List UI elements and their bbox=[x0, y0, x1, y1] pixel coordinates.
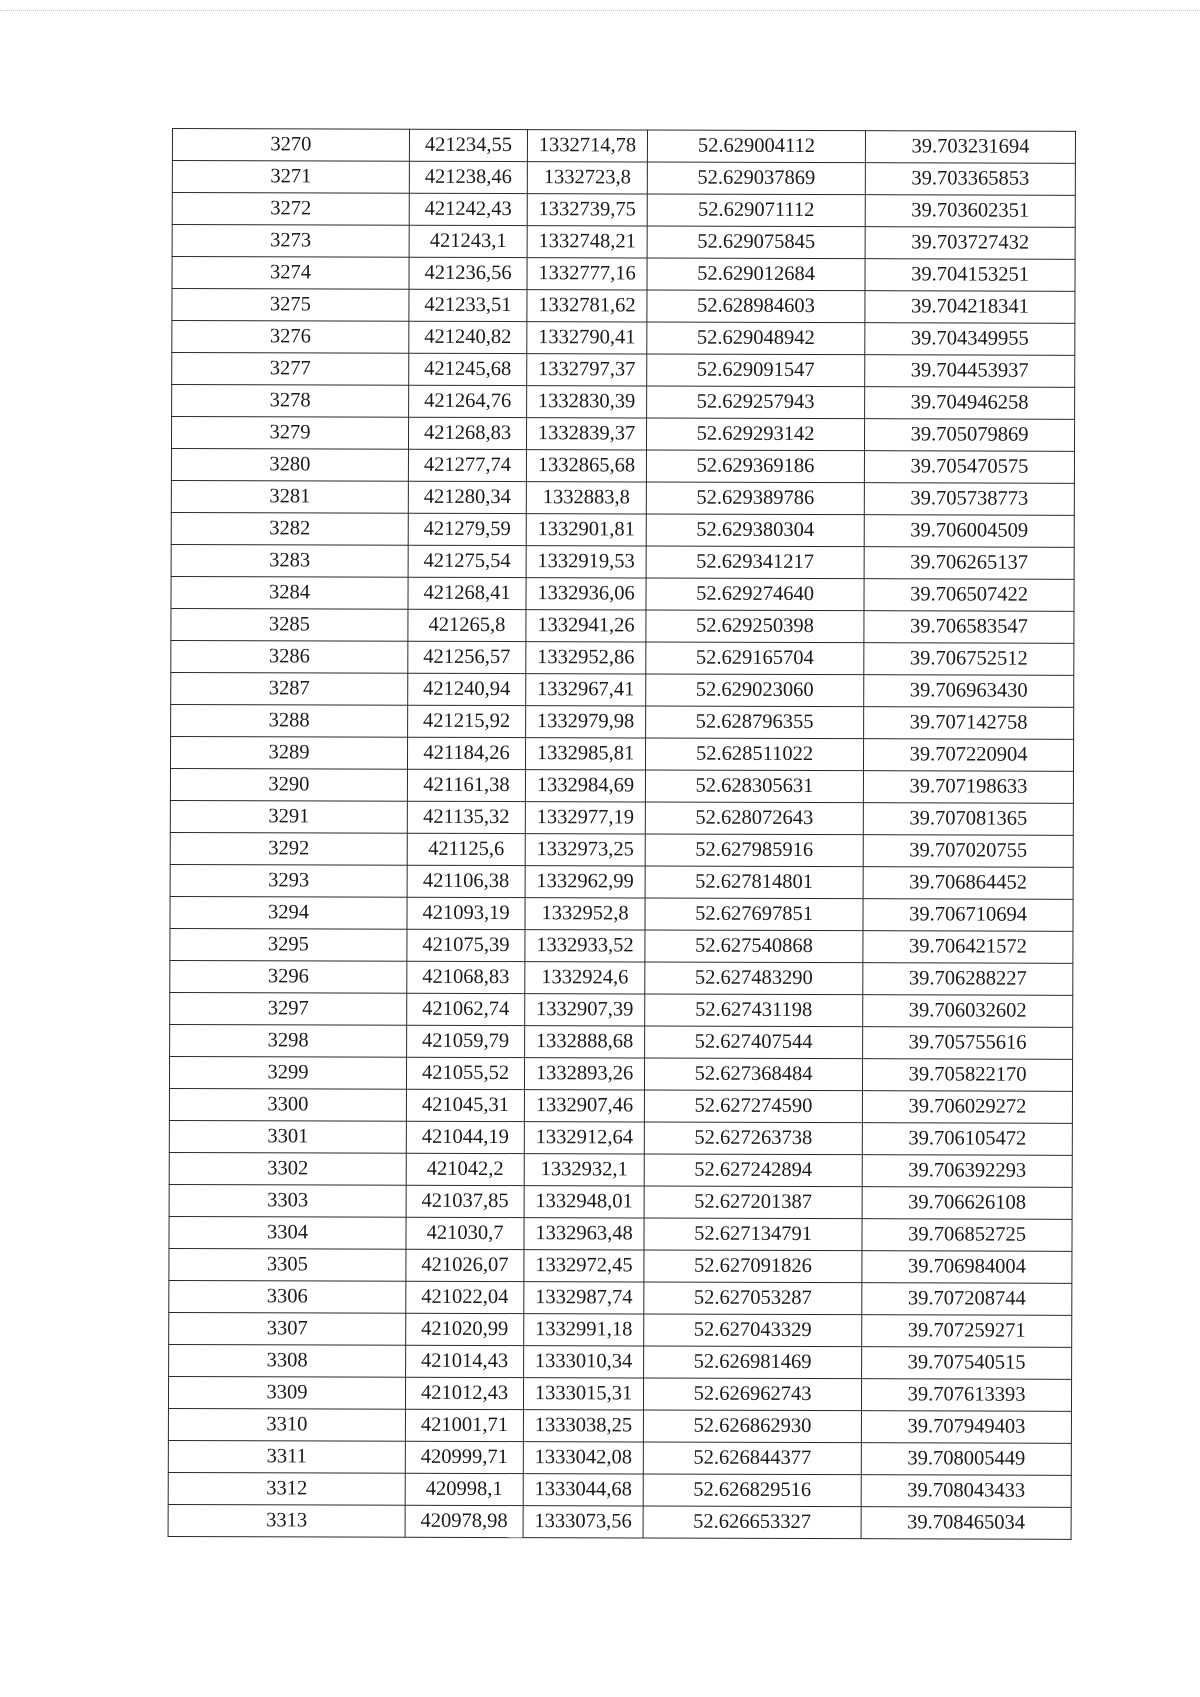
x-coordinate-cell: 421240,82 bbox=[409, 321, 527, 353]
x-coordinate-cell: 421020,99 bbox=[406, 1313, 524, 1345]
latitude-cell: 52.629091547 bbox=[647, 354, 865, 387]
y-coordinate-cell: 1332924,6 bbox=[525, 962, 645, 994]
point-number-cell: 3285 bbox=[171, 608, 408, 641]
point-number-cell: 3287 bbox=[171, 672, 408, 705]
y-coordinate-cell: 1333042,08 bbox=[523, 1442, 643, 1474]
x-coordinate-cell: 421037,85 bbox=[406, 1185, 524, 1217]
x-coordinate-cell: 421062,74 bbox=[407, 993, 525, 1025]
x-coordinate-cell: 421268,83 bbox=[408, 417, 526, 449]
point-number-cell: 3283 bbox=[171, 544, 408, 577]
x-coordinate-cell: 420978,98 bbox=[405, 1505, 523, 1537]
table-row bbox=[168, 1504, 1071, 1539]
longitude-cell: 39.706583547 bbox=[864, 611, 1074, 644]
y-coordinate-cell: 1332962,99 bbox=[525, 866, 645, 898]
longitude-cell: 39.706752512 bbox=[864, 643, 1074, 676]
latitude-cell: 52.628072643 bbox=[645, 802, 863, 835]
table-row bbox=[171, 672, 1074, 707]
y-coordinate-cell: 1332973,25 bbox=[525, 834, 645, 866]
table-row bbox=[169, 1344, 1072, 1379]
point-number-cell: 3270 bbox=[172, 129, 409, 162]
x-coordinate-cell: 421279,59 bbox=[408, 513, 526, 545]
table-row bbox=[170, 768, 1073, 803]
y-coordinate-cell: 1332907,46 bbox=[524, 1090, 644, 1122]
x-coordinate-cell: 421042,2 bbox=[406, 1153, 524, 1185]
point-number-cell: 3276 bbox=[172, 321, 409, 354]
x-coordinate-cell: 421236,56 bbox=[409, 257, 527, 289]
table-row bbox=[170, 832, 1073, 867]
y-coordinate-cell: 1332830,39 bbox=[527, 386, 647, 418]
table-row bbox=[169, 1280, 1072, 1315]
y-coordinate-cell: 1332963,48 bbox=[524, 1218, 644, 1250]
longitude-cell: 39.705755616 bbox=[863, 1027, 1073, 1060]
table-row bbox=[172, 193, 1075, 228]
longitude-cell: 39.706710694 bbox=[863, 899, 1073, 932]
point-number-cell: 3290 bbox=[170, 768, 407, 801]
point-number-cell: 3299 bbox=[169, 1056, 406, 1089]
y-coordinate-cell: 1332893,26 bbox=[524, 1058, 644, 1090]
y-coordinate-cell: 1332933,52 bbox=[525, 930, 645, 962]
point-number-cell: 3275 bbox=[172, 289, 409, 322]
y-coordinate-cell: 1333073,56 bbox=[523, 1506, 643, 1538]
latitude-cell: 52.629257943 bbox=[647, 386, 865, 419]
latitude-cell: 52.628511022 bbox=[645, 738, 863, 771]
point-number-cell: 3277 bbox=[172, 353, 409, 386]
y-coordinate-cell: 1332984,69 bbox=[525, 770, 645, 802]
x-coordinate-cell: 421277,74 bbox=[408, 449, 526, 481]
table-row bbox=[171, 640, 1074, 675]
x-coordinate-cell: 420999,71 bbox=[405, 1441, 523, 1473]
y-coordinate-cell: 1332952,86 bbox=[526, 642, 646, 674]
table-row bbox=[169, 1088, 1072, 1123]
table-row bbox=[171, 512, 1074, 547]
y-coordinate-cell: 1332936,06 bbox=[526, 578, 646, 610]
y-coordinate-cell: 1333044,68 bbox=[523, 1474, 643, 1506]
x-coordinate-cell: 421234,55 bbox=[409, 129, 527, 161]
latitude-cell: 52.629369186 bbox=[646, 450, 864, 483]
point-number-cell: 3280 bbox=[171, 449, 408, 482]
latitude-cell: 52.629004112 bbox=[647, 130, 865, 163]
x-coordinate-cell: 421044,19 bbox=[406, 1121, 524, 1153]
latitude-cell: 52.629341217 bbox=[646, 546, 864, 579]
x-coordinate-cell: 421275,54 bbox=[408, 545, 526, 577]
point-number-cell: 3288 bbox=[171, 704, 408, 737]
latitude-cell: 52.627201387 bbox=[644, 1186, 862, 1219]
longitude-cell: 39.706852725 bbox=[862, 1219, 1072, 1252]
longitude-cell: 39.708043433 bbox=[861, 1475, 1071, 1508]
y-coordinate-cell: 1332987,74 bbox=[524, 1282, 644, 1314]
y-coordinate-cell: 1332991,18 bbox=[524, 1314, 644, 1346]
table-row bbox=[168, 1472, 1071, 1507]
x-coordinate-cell: 421243,1 bbox=[409, 225, 527, 257]
y-coordinate-cell: 1332979,98 bbox=[526, 706, 646, 738]
table-row bbox=[171, 480, 1074, 515]
x-coordinate-cell: 421125,6 bbox=[407, 833, 525, 865]
latitude-cell: 52.629048942 bbox=[647, 322, 865, 355]
y-coordinate-cell: 1332781,62 bbox=[527, 290, 647, 322]
y-coordinate-cell: 1332972,45 bbox=[524, 1250, 644, 1282]
point-number-cell: 3298 bbox=[170, 1024, 407, 1057]
latitude-cell: 52.627043329 bbox=[644, 1314, 862, 1347]
x-coordinate-cell: 421238,46 bbox=[409, 161, 527, 193]
point-number-cell: 3313 bbox=[168, 1504, 405, 1537]
point-number-cell: 3291 bbox=[170, 800, 407, 833]
longitude-cell: 39.706984004 bbox=[862, 1251, 1072, 1284]
x-coordinate-cell: 421161,38 bbox=[407, 769, 525, 801]
longitude-cell: 39.705822170 bbox=[862, 1059, 1072, 1092]
y-coordinate-cell: 1333015,31 bbox=[523, 1378, 643, 1410]
latitude-cell: 52.627242894 bbox=[644, 1154, 862, 1187]
x-coordinate-cell: 421240,94 bbox=[408, 673, 526, 705]
table-row bbox=[172, 161, 1075, 196]
y-coordinate-cell: 1332888,68 bbox=[525, 1026, 645, 1058]
point-number-cell: 3307 bbox=[169, 1312, 406, 1345]
table-row bbox=[170, 736, 1073, 771]
point-number-cell: 3300 bbox=[169, 1088, 406, 1121]
x-coordinate-cell: 421242,43 bbox=[409, 193, 527, 225]
y-coordinate-cell: 1333010,34 bbox=[524, 1346, 644, 1378]
x-coordinate-cell: 420998,1 bbox=[405, 1473, 523, 1505]
latitude-cell: 52.629274640 bbox=[646, 578, 864, 611]
table-row bbox=[172, 257, 1075, 292]
latitude-cell: 52.626829516 bbox=[643, 1474, 861, 1507]
x-coordinate-cell: 421106,38 bbox=[407, 865, 525, 897]
longitude-cell: 39.706864452 bbox=[863, 867, 1073, 900]
point-number-cell: 3274 bbox=[172, 257, 409, 290]
longitude-cell: 39.704946258 bbox=[865, 387, 1075, 420]
longitude-cell: 39.703365853 bbox=[865, 163, 1075, 196]
table-row bbox=[170, 1024, 1073, 1059]
longitude-cell: 39.703727432 bbox=[865, 227, 1075, 260]
table-row bbox=[171, 449, 1074, 484]
longitude-cell: 39.708465034 bbox=[861, 1507, 1071, 1540]
point-number-cell: 3310 bbox=[168, 1408, 405, 1441]
x-coordinate-cell: 421268,41 bbox=[408, 577, 526, 609]
latitude-cell: 52.626862930 bbox=[643, 1410, 861, 1443]
latitude-cell: 52.629023060 bbox=[646, 674, 864, 707]
point-number-cell: 3294 bbox=[170, 896, 407, 929]
y-coordinate-cell: 1332907,39 bbox=[525, 994, 645, 1026]
x-coordinate-cell: 421045,31 bbox=[406, 1089, 524, 1121]
table-row bbox=[171, 544, 1074, 579]
y-coordinate-cell: 1333038,25 bbox=[523, 1410, 643, 1442]
latitude-cell: 52.627263738 bbox=[644, 1122, 862, 1155]
table-row bbox=[170, 896, 1073, 931]
longitude-cell: 39.707198633 bbox=[863, 771, 1073, 804]
y-coordinate-cell: 1332985,81 bbox=[525, 738, 645, 770]
point-number-cell: 3305 bbox=[169, 1248, 406, 1281]
y-coordinate-cell: 1332790,41 bbox=[527, 322, 647, 354]
latitude-cell: 52.627368484 bbox=[644, 1058, 862, 1091]
x-coordinate-cell: 421264,76 bbox=[409, 385, 527, 417]
longitude-cell: 39.706421572 bbox=[863, 931, 1073, 964]
x-coordinate-cell: 421265,8 bbox=[408, 609, 526, 641]
x-coordinate-cell: 421068,83 bbox=[407, 961, 525, 993]
table-row bbox=[169, 1056, 1072, 1091]
longitude-cell: 39.706626108 bbox=[862, 1187, 1072, 1220]
table-row bbox=[172, 385, 1075, 420]
table-row bbox=[172, 321, 1075, 356]
y-coordinate-cell: 1332723,8 bbox=[527, 162, 647, 194]
latitude-cell: 52.627985916 bbox=[645, 834, 863, 867]
latitude-cell: 52.629380304 bbox=[646, 514, 864, 547]
table-row bbox=[171, 417, 1074, 452]
y-coordinate-cell: 1332948,01 bbox=[524, 1186, 644, 1218]
y-coordinate-cell: 1332952,8 bbox=[525, 898, 645, 930]
x-coordinate-cell: 421059,79 bbox=[407, 1025, 525, 1057]
y-coordinate-cell: 1332919,53 bbox=[526, 546, 646, 578]
point-number-cell: 3293 bbox=[170, 864, 407, 897]
table-row bbox=[170, 960, 1073, 995]
table-row bbox=[171, 704, 1074, 739]
point-number-cell: 3284 bbox=[171, 576, 408, 609]
x-coordinate-cell: 421012,43 bbox=[405, 1377, 523, 1409]
coordinates-table-wrapper bbox=[168, 128, 1075, 1540]
table-row bbox=[169, 1120, 1072, 1155]
longitude-cell: 39.706288227 bbox=[863, 963, 1073, 996]
x-coordinate-cell: 421022,04 bbox=[406, 1281, 524, 1313]
latitude-cell: 52.629165704 bbox=[646, 642, 864, 675]
table-row bbox=[169, 1216, 1072, 1251]
point-number-cell: 3301 bbox=[169, 1120, 406, 1153]
table-row bbox=[169, 1248, 1072, 1283]
point-number-cell: 3278 bbox=[172, 385, 409, 418]
longitude-cell: 39.707949403 bbox=[861, 1411, 1071, 1444]
latitude-cell: 52.629037869 bbox=[647, 162, 865, 195]
point-number-cell: 3297 bbox=[170, 992, 407, 1025]
latitude-cell: 52.628305631 bbox=[645, 770, 863, 803]
latitude-cell: 52.627407544 bbox=[645, 1026, 863, 1059]
table-row bbox=[168, 1376, 1071, 1411]
longitude-cell: 39.706105472 bbox=[862, 1123, 1072, 1156]
point-number-cell: 3279 bbox=[171, 417, 408, 450]
longitude-cell: 39.703602351 bbox=[865, 195, 1075, 228]
y-coordinate-cell: 1332932,1 bbox=[524, 1154, 644, 1186]
longitude-cell: 39.706029272 bbox=[862, 1091, 1072, 1124]
latitude-cell: 52.627274590 bbox=[644, 1090, 862, 1123]
latitude-cell: 52.627053287 bbox=[644, 1282, 862, 1315]
longitude-cell: 39.707540515 bbox=[862, 1347, 1072, 1380]
latitude-cell: 52.628984603 bbox=[647, 290, 865, 323]
y-coordinate-cell: 1332977,19 bbox=[525, 802, 645, 834]
latitude-cell: 52.627431198 bbox=[645, 994, 863, 1027]
point-number-cell: 3309 bbox=[168, 1376, 405, 1409]
table-row bbox=[172, 225, 1075, 260]
x-coordinate-cell: 421030,7 bbox=[406, 1217, 524, 1249]
point-number-cell: 3312 bbox=[168, 1472, 405, 1505]
table-row bbox=[169, 1152, 1072, 1187]
table-row bbox=[170, 864, 1073, 899]
longitude-cell: 39.708005449 bbox=[861, 1443, 1071, 1476]
longitude-cell: 39.707208744 bbox=[862, 1283, 1072, 1316]
latitude-cell: 52.626844377 bbox=[643, 1442, 861, 1475]
longitude-cell: 39.704218341 bbox=[865, 291, 1075, 324]
latitude-cell: 52.629389786 bbox=[646, 482, 864, 515]
point-number-cell: 3281 bbox=[171, 480, 408, 513]
longitude-cell: 39.705738773 bbox=[864, 483, 1074, 516]
longitude-cell: 39.706507422 bbox=[864, 579, 1074, 612]
point-number-cell: 3271 bbox=[172, 161, 409, 194]
table-row bbox=[170, 800, 1073, 835]
latitude-cell: 52.629250398 bbox=[646, 610, 864, 643]
x-coordinate-cell: 421075,39 bbox=[407, 929, 525, 961]
longitude-cell: 39.705079869 bbox=[864, 419, 1074, 452]
point-number-cell: 3303 bbox=[169, 1184, 406, 1217]
y-coordinate-cell: 1332839,37 bbox=[526, 418, 646, 450]
table-row bbox=[172, 353, 1075, 388]
longitude-cell: 39.706032602 bbox=[863, 995, 1073, 1028]
point-number-cell: 3296 bbox=[170, 960, 407, 993]
latitude-cell: 52.627483290 bbox=[645, 962, 863, 995]
table-row bbox=[169, 1184, 1072, 1219]
table-body bbox=[168, 129, 1075, 1540]
point-number-cell: 3306 bbox=[169, 1280, 406, 1313]
point-number-cell: 3273 bbox=[172, 225, 409, 258]
longitude-cell: 39.706963430 bbox=[864, 675, 1074, 708]
point-number-cell: 3272 bbox=[172, 193, 409, 226]
y-coordinate-cell: 1332714,78 bbox=[527, 130, 647, 162]
point-number-cell: 3308 bbox=[169, 1344, 406, 1377]
x-coordinate-cell: 421001,71 bbox=[405, 1409, 523, 1441]
x-coordinate-cell: 421184,26 bbox=[407, 737, 525, 769]
x-coordinate-cell: 421026,07 bbox=[406, 1249, 524, 1281]
table-row bbox=[171, 576, 1074, 611]
x-coordinate-cell: 421233,51 bbox=[409, 289, 527, 321]
longitude-cell: 39.706392293 bbox=[862, 1155, 1072, 1188]
latitude-cell: 52.628796355 bbox=[646, 706, 864, 739]
x-coordinate-cell: 421014,43 bbox=[406, 1345, 524, 1377]
table-row bbox=[170, 928, 1073, 963]
longitude-cell: 39.706004509 bbox=[864, 515, 1074, 548]
table-row bbox=[168, 1408, 1071, 1443]
latitude-cell: 52.629012684 bbox=[647, 258, 865, 291]
y-coordinate-cell: 1332941,26 bbox=[526, 610, 646, 642]
x-coordinate-cell: 421280,34 bbox=[408, 481, 526, 513]
latitude-cell: 52.629293142 bbox=[646, 418, 864, 451]
y-coordinate-cell: 1332865,68 bbox=[526, 450, 646, 482]
latitude-cell: 52.626962743 bbox=[643, 1378, 861, 1411]
x-coordinate-cell: 421256,57 bbox=[408, 641, 526, 673]
longitude-cell: 39.705470575 bbox=[864, 451, 1074, 484]
point-number-cell: 3282 bbox=[171, 512, 408, 545]
table-row bbox=[171, 608, 1074, 643]
point-number-cell: 3289 bbox=[170, 736, 407, 769]
table-row bbox=[168, 1440, 1071, 1475]
scan-top-edge bbox=[0, 10, 1200, 11]
point-number-cell: 3302 bbox=[169, 1152, 406, 1185]
y-coordinate-cell: 1332901,81 bbox=[526, 514, 646, 546]
longitude-cell: 39.704349955 bbox=[865, 323, 1075, 356]
longitude-cell: 39.707142758 bbox=[864, 707, 1074, 740]
table-row bbox=[172, 289, 1075, 324]
longitude-cell: 39.703231694 bbox=[865, 131, 1075, 164]
longitude-cell: 39.707220904 bbox=[863, 739, 1073, 772]
longitude-cell: 39.706265137 bbox=[864, 547, 1074, 580]
y-coordinate-cell: 1332967,41 bbox=[526, 674, 646, 706]
latitude-cell: 52.627697851 bbox=[645, 898, 863, 931]
latitude-cell: 52.626653327 bbox=[643, 1506, 861, 1539]
y-coordinate-cell: 1332777,16 bbox=[527, 258, 647, 290]
point-number-cell: 3311 bbox=[168, 1440, 405, 1473]
y-coordinate-cell: 1332739,75 bbox=[527, 194, 647, 226]
x-coordinate-cell: 421245,68 bbox=[409, 353, 527, 385]
y-coordinate-cell: 1332883,8 bbox=[526, 482, 646, 514]
y-coordinate-cell: 1332797,37 bbox=[527, 354, 647, 386]
latitude-cell: 52.627814801 bbox=[645, 866, 863, 899]
table-row bbox=[169, 1312, 1072, 1347]
point-number-cell: 3292 bbox=[170, 832, 407, 865]
longitude-cell: 39.707613393 bbox=[861, 1379, 1071, 1412]
table-row bbox=[170, 992, 1073, 1027]
latitude-cell: 52.629071112 bbox=[647, 194, 865, 227]
table-row bbox=[172, 129, 1075, 164]
longitude-cell: 39.707020755 bbox=[863, 835, 1073, 868]
longitude-cell: 39.707081365 bbox=[863, 803, 1073, 836]
coordinates-table bbox=[168, 128, 1076, 1540]
y-coordinate-cell: 1332748,21 bbox=[527, 226, 647, 258]
longitude-cell: 39.704153251 bbox=[865, 259, 1075, 292]
point-number-cell: 3304 bbox=[169, 1216, 406, 1249]
latitude-cell: 52.629075845 bbox=[647, 226, 865, 259]
x-coordinate-cell: 421093,19 bbox=[407, 897, 525, 929]
latitude-cell: 52.627540868 bbox=[645, 930, 863, 963]
latitude-cell: 52.626981469 bbox=[644, 1346, 862, 1379]
x-coordinate-cell: 421215,92 bbox=[408, 705, 526, 737]
y-coordinate-cell: 1332912,64 bbox=[524, 1122, 644, 1154]
latitude-cell: 52.627091826 bbox=[644, 1250, 862, 1283]
latitude-cell: 52.627134791 bbox=[644, 1218, 862, 1251]
longitude-cell: 39.704453937 bbox=[865, 355, 1075, 388]
longitude-cell: 39.707259271 bbox=[862, 1315, 1072, 1348]
x-coordinate-cell: 421055,52 bbox=[406, 1057, 524, 1089]
point-number-cell: 3295 bbox=[170, 928, 407, 961]
point-number-cell: 3286 bbox=[171, 640, 408, 673]
x-coordinate-cell: 421135,32 bbox=[407, 801, 525, 833]
